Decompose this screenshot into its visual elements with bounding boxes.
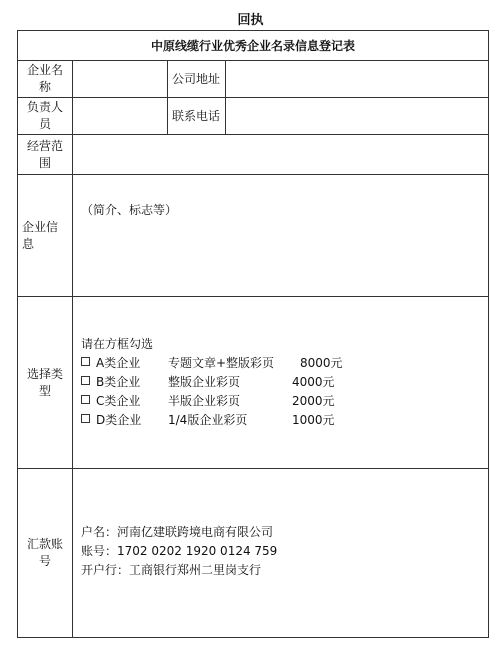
- option-c-price: 2000元: [292, 394, 335, 408]
- document-title: 回执: [237, 13, 264, 28]
- address-label: 公司地址: [168, 61, 226, 98]
- type-row: [18, 297, 489, 469]
- option-a-desc: 专题文章+整版彩页: [168, 356, 275, 370]
- company-name-value[interactable]: [73, 61, 168, 98]
- option-a-category: A类企业: [96, 356, 141, 370]
- type-cell: [73, 297, 489, 469]
- option-d-desc: 1/4版企业彩页: [168, 413, 248, 427]
- checkbox-b[interactable]: [81, 376, 90, 385]
- caption-row: [18, 31, 489, 61]
- info-hint: （简介、标志等）: [81, 203, 178, 217]
- option-d-price: 1000元: [292, 413, 335, 427]
- company-name-label: 企业名称: [18, 61, 73, 98]
- company-row: [18, 61, 489, 98]
- info-row: [18, 175, 489, 297]
- option-b-price: 4000元: [292, 375, 335, 389]
- account-number: 账号：1702 0202 1920 0124 759: [81, 544, 278, 558]
- account-row: [18, 469, 489, 638]
- info-cell[interactable]: [73, 175, 489, 297]
- phone-value[interactable]: [226, 98, 489, 135]
- option-d-category: D类企业: [96, 413, 142, 427]
- account-cell: [73, 469, 489, 638]
- option-b-category: B类企业: [96, 375, 141, 389]
- type-options: [77, 335, 484, 430]
- scope-value[interactable]: [73, 135, 489, 175]
- option-c[interactable]: [81, 392, 484, 411]
- checkbox-a[interactable]: [81, 357, 90, 366]
- person-label: 负责人员: [18, 98, 73, 135]
- option-b[interactable]: [81, 373, 484, 392]
- account-label: 汇款账号: [18, 469, 73, 638]
- scope-row: [18, 135, 489, 175]
- type-label: 选择类型: [18, 297, 73, 469]
- address-value[interactable]: [226, 61, 489, 98]
- option-a[interactable]: [81, 354, 484, 373]
- account-bank: 开户行：工商银行郑州二里岗支行: [81, 563, 262, 577]
- person-value[interactable]: [73, 98, 168, 135]
- option-c-category: C类企业: [96, 394, 141, 408]
- option-d[interactable]: [81, 411, 484, 430]
- option-b-desc: 整版企业彩页: [168, 375, 241, 389]
- info-label: 企业信息: [18, 175, 73, 297]
- type-intro: 请在方框勾选: [81, 337, 154, 351]
- person-row: [18, 98, 489, 135]
- option-a-price: 8000元: [300, 356, 343, 370]
- registration-form-table: [17, 30, 489, 638]
- account-name: 户名：河南亿建联跨境电商有限公司: [81, 525, 274, 539]
- scope-label: 经营范围: [18, 135, 73, 175]
- account-details: [77, 523, 484, 580]
- phone-label: 联系电话: [168, 98, 226, 135]
- checkbox-d[interactable]: [81, 414, 90, 423]
- form-caption: 中原线缆行业优秀企业名录信息登记表: [18, 31, 489, 61]
- option-c-desc: 半版企业彩页: [168, 394, 241, 408]
- checkbox-c[interactable]: [81, 395, 90, 404]
